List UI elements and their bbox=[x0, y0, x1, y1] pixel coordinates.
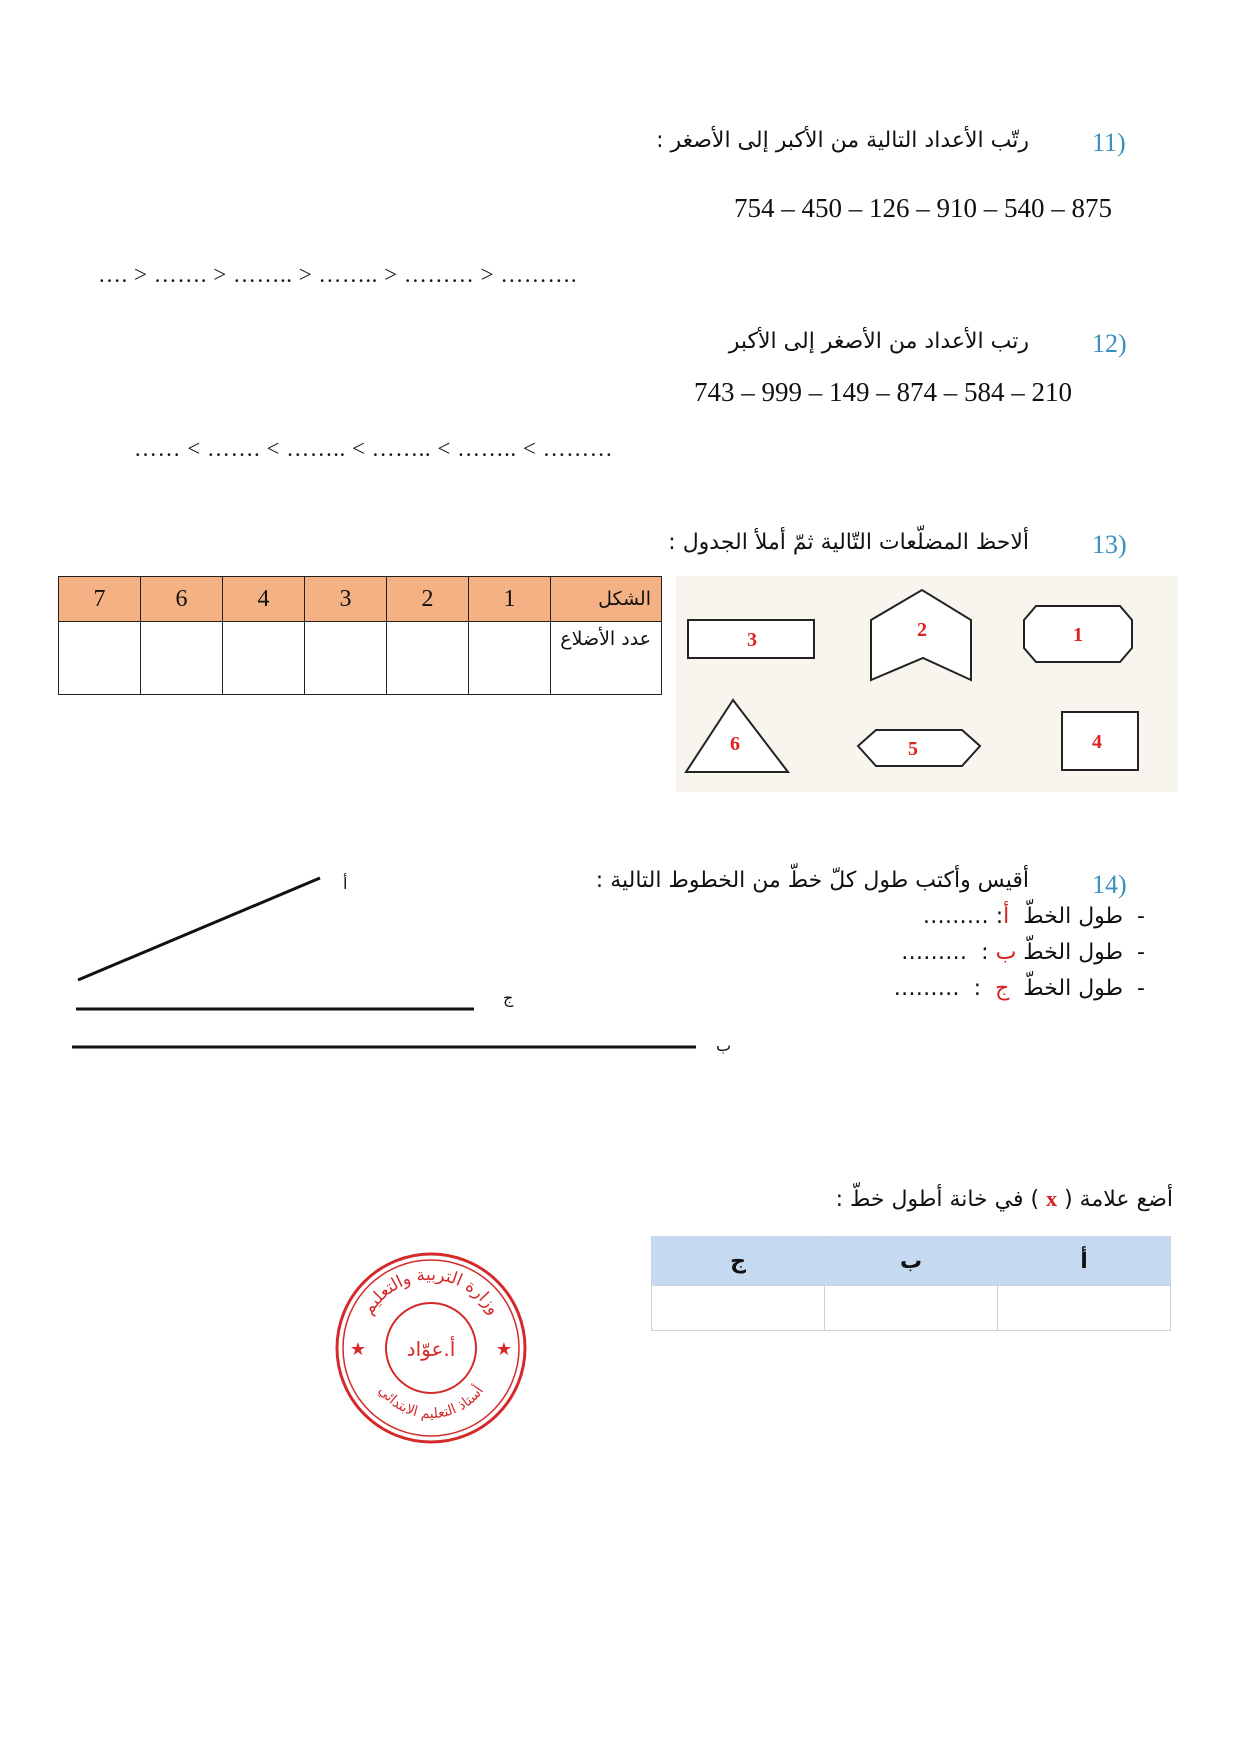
q14-item-a bbox=[923, 904, 1145, 929]
dash: - bbox=[1123, 904, 1145, 929]
item-c-suffix: : bbox=[973, 976, 982, 1001]
answer-cell-6[interactable] bbox=[141, 622, 223, 695]
mark-cell-a[interactable] bbox=[998, 1286, 1171, 1331]
teacher-stamp bbox=[333, 1250, 529, 1446]
line-a-label: أ bbox=[343, 874, 348, 893]
col-7-header: 7 bbox=[59, 577, 141, 622]
col-4-header: 4 bbox=[223, 577, 305, 622]
col-6-header: 6 bbox=[141, 577, 223, 622]
stamp-star-left-icon: ★ bbox=[349, 1339, 367, 1360]
answer-cell-4[interactable] bbox=[223, 622, 305, 695]
shape-3-number: 3 bbox=[747, 629, 757, 651]
stamp-top-text: وزارة التربية والتعليم bbox=[358, 1264, 504, 1319]
q13-text: ألاحظ المضلّعات التّالية ثمّ أملأ الجدول : bbox=[668, 530, 1029, 555]
q12-numbers: 743 – 999 – 149 – 874 – 584 – 210 bbox=[694, 377, 1072, 407]
answer-cell-1[interactable] bbox=[469, 622, 551, 695]
item-b-letter: ب bbox=[995, 940, 1017, 965]
q15-text-after: ) في خانة أطول خطّ : bbox=[835, 1187, 1040, 1212]
polygon-sides-table bbox=[58, 576, 662, 695]
stamp-star-right-icon: ★ bbox=[495, 1339, 513, 1360]
shape-1-number: 1 bbox=[1073, 624, 1083, 646]
item-b-prefix: طول الخطّ bbox=[1023, 940, 1124, 965]
stamp-bottom-text: أستاذ التعليم الابتدائي bbox=[375, 1382, 487, 1423]
lines-figure bbox=[60, 870, 740, 1070]
shape-2-number: 2 bbox=[917, 619, 927, 641]
line-c-label: ج bbox=[503, 988, 514, 1007]
answer-cell-7[interactable] bbox=[59, 622, 141, 695]
mark-cell-b[interactable] bbox=[825, 1286, 998, 1331]
shape-5-number: 5 bbox=[908, 738, 918, 760]
item-c-prefix: طول الخطّ bbox=[1023, 976, 1124, 1001]
q15-text bbox=[836, 1186, 1173, 1212]
line-b-label: ب bbox=[716, 1036, 732, 1055]
q13-number: 13) bbox=[1092, 530, 1127, 559]
q14-item-c bbox=[894, 976, 1145, 1001]
item-a-suffix: : bbox=[995, 904, 1004, 929]
dash: - bbox=[1123, 976, 1145, 1001]
answer-cell-2[interactable] bbox=[387, 622, 469, 695]
shape-4-number: 4 bbox=[1092, 731, 1102, 753]
q14-number: 14) bbox=[1092, 870, 1127, 899]
q12-answer-line[interactable]: …… < ……. < …….. < …….. < …….. < ……… bbox=[134, 436, 614, 461]
q11-number: 11) bbox=[1092, 128, 1126, 157]
line-a bbox=[78, 878, 320, 980]
shape-6-number: 6 bbox=[730, 733, 740, 755]
item-c-answer[interactable]: ……… bbox=[893, 976, 960, 1001]
item-c-letter: ج bbox=[995, 976, 1010, 1001]
polygons-figure bbox=[676, 576, 1178, 792]
shape-header-label: الشكل bbox=[551, 577, 662, 622]
col-2-header: 2 bbox=[387, 577, 469, 622]
item-b-answer[interactable]: ……… bbox=[901, 940, 968, 965]
sides-row-label: عدد الأضلاع bbox=[551, 622, 662, 695]
mark-cell-c[interactable] bbox=[652, 1286, 825, 1331]
header-c: ج bbox=[652, 1237, 825, 1286]
longest-line-table bbox=[651, 1236, 1171, 1331]
header-b: ب bbox=[825, 1237, 998, 1286]
q14-item-b bbox=[901, 940, 1145, 965]
q15-text-before: أضع علامة ( bbox=[1064, 1187, 1173, 1212]
q14-text: أقيس وأكتب طول كلّ خطّ من الخطوط التالية : bbox=[595, 868, 1029, 893]
q11-answer-line[interactable]: …. > ……. > …….. > …….. > ……… > ………. bbox=[98, 262, 578, 287]
item-a-answer[interactable]: ……… bbox=[922, 904, 989, 929]
item-b-suffix: : bbox=[981, 940, 989, 965]
col-1-header: 1 bbox=[469, 577, 551, 622]
q12-number: 12) bbox=[1092, 329, 1127, 358]
stamp-center-text: أ.عوّاد bbox=[406, 1337, 456, 1361]
q11-numbers: 754 – 450 – 126 – 910 – 540 – 875 bbox=[734, 193, 1112, 223]
col-3-header: 3 bbox=[305, 577, 387, 622]
q12-text: رتب الأعداد من الأصغر إلى الأكبر bbox=[728, 329, 1029, 354]
item-a-prefix: طول الخطّ bbox=[1023, 904, 1124, 929]
q15-mark: x bbox=[1046, 1186, 1058, 1211]
q11-text: رتّب الأعداد التالية من الأكبر إلى الأصغر : bbox=[656, 128, 1029, 153]
dash: - bbox=[1123, 940, 1145, 965]
shape-5-hexagon bbox=[858, 730, 980, 766]
answer-cell-3[interactable] bbox=[305, 622, 387, 695]
item-a-letter: أ bbox=[1003, 904, 1010, 929]
header-a: أ bbox=[998, 1237, 1171, 1286]
